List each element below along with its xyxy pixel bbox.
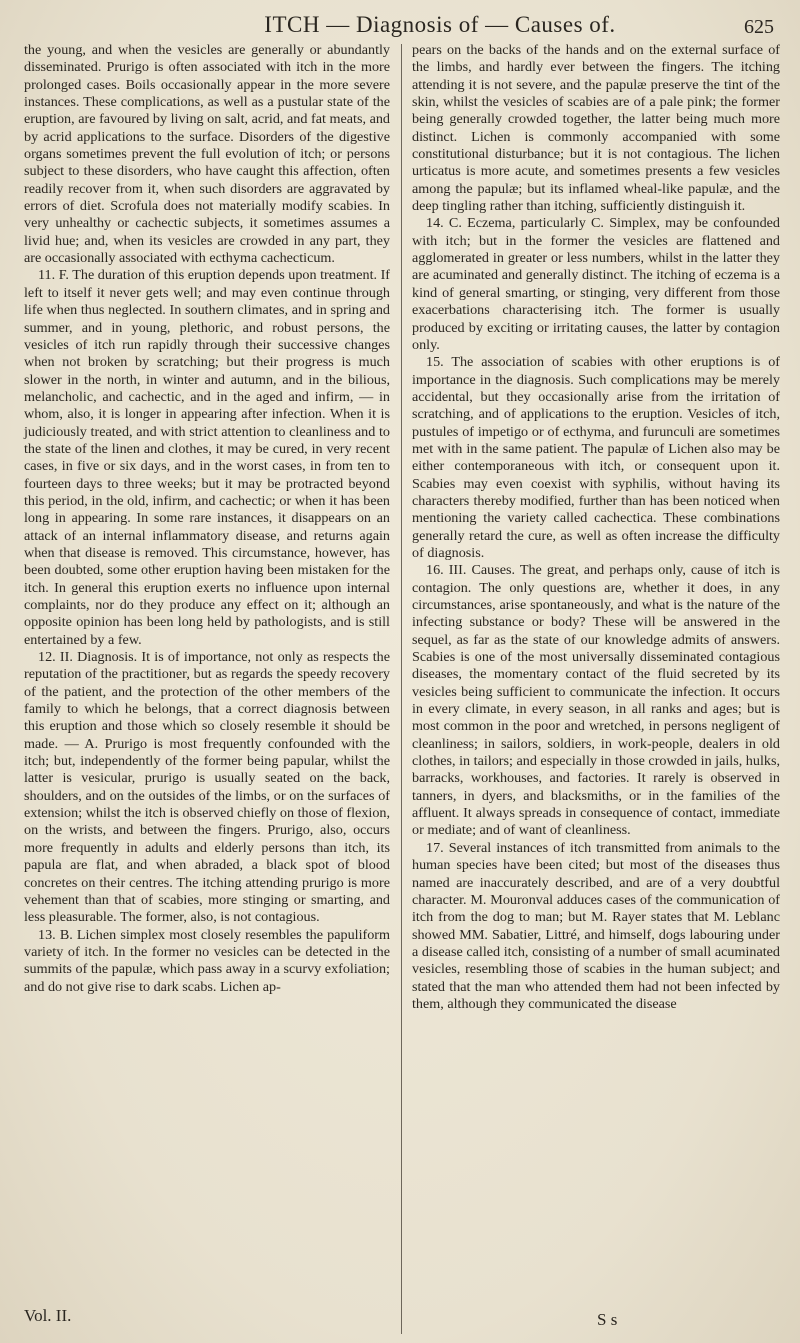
page-header: [0, 8, 800, 40]
paragraph: 13. B. Lichen simplex most closely resembles the papuliform variety of itch. In the former no vesicles can be detected in the summits of the papulæ, which pass away in a scurvy exfoliation; and do not give rise to dark scabs. Lichen ap-: [24, 926, 390, 995]
paragraph: the young, and when the vesicles are generally or abundantly disseminated. Prurigo is often associated with itch in the more prolonged cases. Boils occasionally appear in the more severe instances. These complications, as well as a pustular state of the eruption, are favoured by living on salt, acrid, and fat meats, and by acrid applications to the surface. Disorders of the digestive organs sometimes prevent the full evolution of itch; or persons subject to these disorders, who have caught this affection, often readily recover from it, when such disorders are aggravated by errors of diet. Scrofula does not materially modify scabies. In very unhealthy or cachectic subjects, it sometimes assumes a livid hue; and, when its vesicles are crowded in any part, they are occasionally associated with ecthyma cachecticum.: [24, 42, 390, 267]
paragraph: 16. III. Causes. The great, and perhaps only, cause of itch is contagion. The only questions are, whether it does, in any circumstances, arise spontaneously, and what is the nature of the infecting substance or body? These will be answered in the sequel, as far as the state of our knowledge admits of answers. Scabies is one of the most universally disseminated contagious diseases, the momentary contact of the fluid secreted by its vesicles being sufficient to communicate the infection. It occurs in every climate, in every season, in all ranks and ages; but is most common in the poor and wretched, in persons negligent of cleanliness; in sailors, soldiers, in work-people, dealers in old clothes, in tailors; and especially in those crowded in jails, hulks, barracks, workhouses, and factories. It rarely is observed in tanners, in dyers, and blacksmiths, or in the families of the affluent. It always spreads in consequence of contact, immediate or mediate; and of want of cleanliness.: [412, 562, 780, 839]
column-divider: [401, 44, 402, 1334]
signature-mark: S s: [597, 1310, 618, 1329]
paragraph: 15. The association of scabies with other eruptions is of importance in the diagnosis. Such complications may be merely accidental, but they occasionally arise from the irritation of scratching, and of applications to the eruption. Vesicles of itch, pustules of impetigo or of ecthyma, and furunculi are sometimes met with in the same patient. The papulæ of Lichen also may be either contemporaneous with itch, or consequent upon it. Scabies may even coexist with syphilis, without having its characters thereby modified, further than has been noticed when mentioning the variety called cachectica. These combinations generally retard the cure, as well as often increase the difficulty of diagnosis.: [412, 354, 780, 561]
paragraph: 14. C. Eczema, particularly C. Simplex, may be confounded with itch; but in the former the vesicles are flattened and agglomerated in greater or less numbers, whilst in the latter they are acuminated and generally distinct. The itching of eczema is a kind of general smarting, or stinging, very different from those exacerbations characterising itch. The former is usually produced by exciting or irritating causes, the latter by contagion only.: [412, 215, 780, 353]
paragraph: pears on the backs of the hands and on the external surface of the limbs, and hardly ever between the fingers. The itching attending it is not severe, and the papulæ preserve the tint of the skin, whilst the vesicles of scabies are of a pale pink; the former being generally crowded together, the latter being much more distinct. Lichen is commonly accompanied with some constitutional disturbance; but it is not contagious. The lichen urticatus is more acute, and sometimes presents a few vesicles among the papulæ; but its inflamed wheal-like papulæ, and the deep tingling rather than itching, sufficiently distinguish it.: [412, 42, 780, 215]
paragraph: 12. II. Diagnosis. It is of importance, not only as respects the reputation of the practitioner, but as regards the speedy recovery of the patient, and the protection of the other members of the family to which he belongs, that a correct diagnosis between this eruption and those which so closely resemble it should be made. — A. Prurigo is most frequently confounded with the itch; but, independently of the former being papular, whilst the latter is vesicular, prurigo is usually seated on the back, shoulders, and on the outsides of the limbs, or on the surfaces of extension; whilst the itch is observed chiefly on those of flexion, on the wrists, and between the fingers. Prurigo, also, occurs more frequently in adults and elderly persons than itch, its papula are flat, and when abraded, a black spot of blood concretes on their centres. The itching attending prurigo is more vehement than that of scabies, more stinging or smarting, and less pleasurable. The former, also, is not contagious.: [24, 649, 390, 926]
paragraph: 17. Several instances of itch transmitted from animals to the human species have been cited; but most of the diseases thus named are inaccurately described, and are of a very doubtful character. M. Mouronval adduces cases of the communication of itch from the dog to man; but M. Rayer states that M. Leblanc showed MM. Sabatier, Littré, and himself, dogs labouring under a disease called itch, consisting of a number of small acuminated vesicles, resembling those of scabies in the human subject; and stated that the man who attended them had not been infected by them, although they communicated the disease: [412, 839, 780, 1012]
paragraph: 11. F. The duration of this eruption depends upon treatment. If left to itself it never gets well; and may even continue through life when thus neglected. In southern climates, and in spring and summer, and in young, plethoric, and robust persons, the vesicles of itch run rapidly through their successive changes when not broken by scratching; but their progress is much slower in the north, in winter and autumn, and in the bilious, melancholic, and cachectic, and in the aged and infirm, — in whom, also, it is longer in appearing after infection. When it is judiciously treated, and with strict attention to cleanliness and to the state of the linen and clothes, it may be cured, in very recent cases, in five or six days, and in the worst cases, in from ten to fourteen days to three weeks; but it may be protracted beyond this period, in the old, infirm, and cachectic; or when it has been long in appearing. In some rare instances, it disappears on an attack of an internal inflammatory disease, and returns again when that disease is removed. This circumstance, however, has been doubted, some other eruption having been mistaken for the itch. In general this eruption exerts no influence upon internal complaints, nor do they produce any effect on it; although an opposite opinion has been long held by pathologists, and is still entertained by a few.: [24, 267, 390, 648]
running-head: ITCH — Diagnosis of — Causes of.: [264, 12, 616, 37]
right-column: [412, 42, 780, 1013]
volume-marker: Vol. II.: [24, 1306, 72, 1325]
page-number: 625: [744, 16, 774, 38]
left-column: [24, 42, 390, 996]
